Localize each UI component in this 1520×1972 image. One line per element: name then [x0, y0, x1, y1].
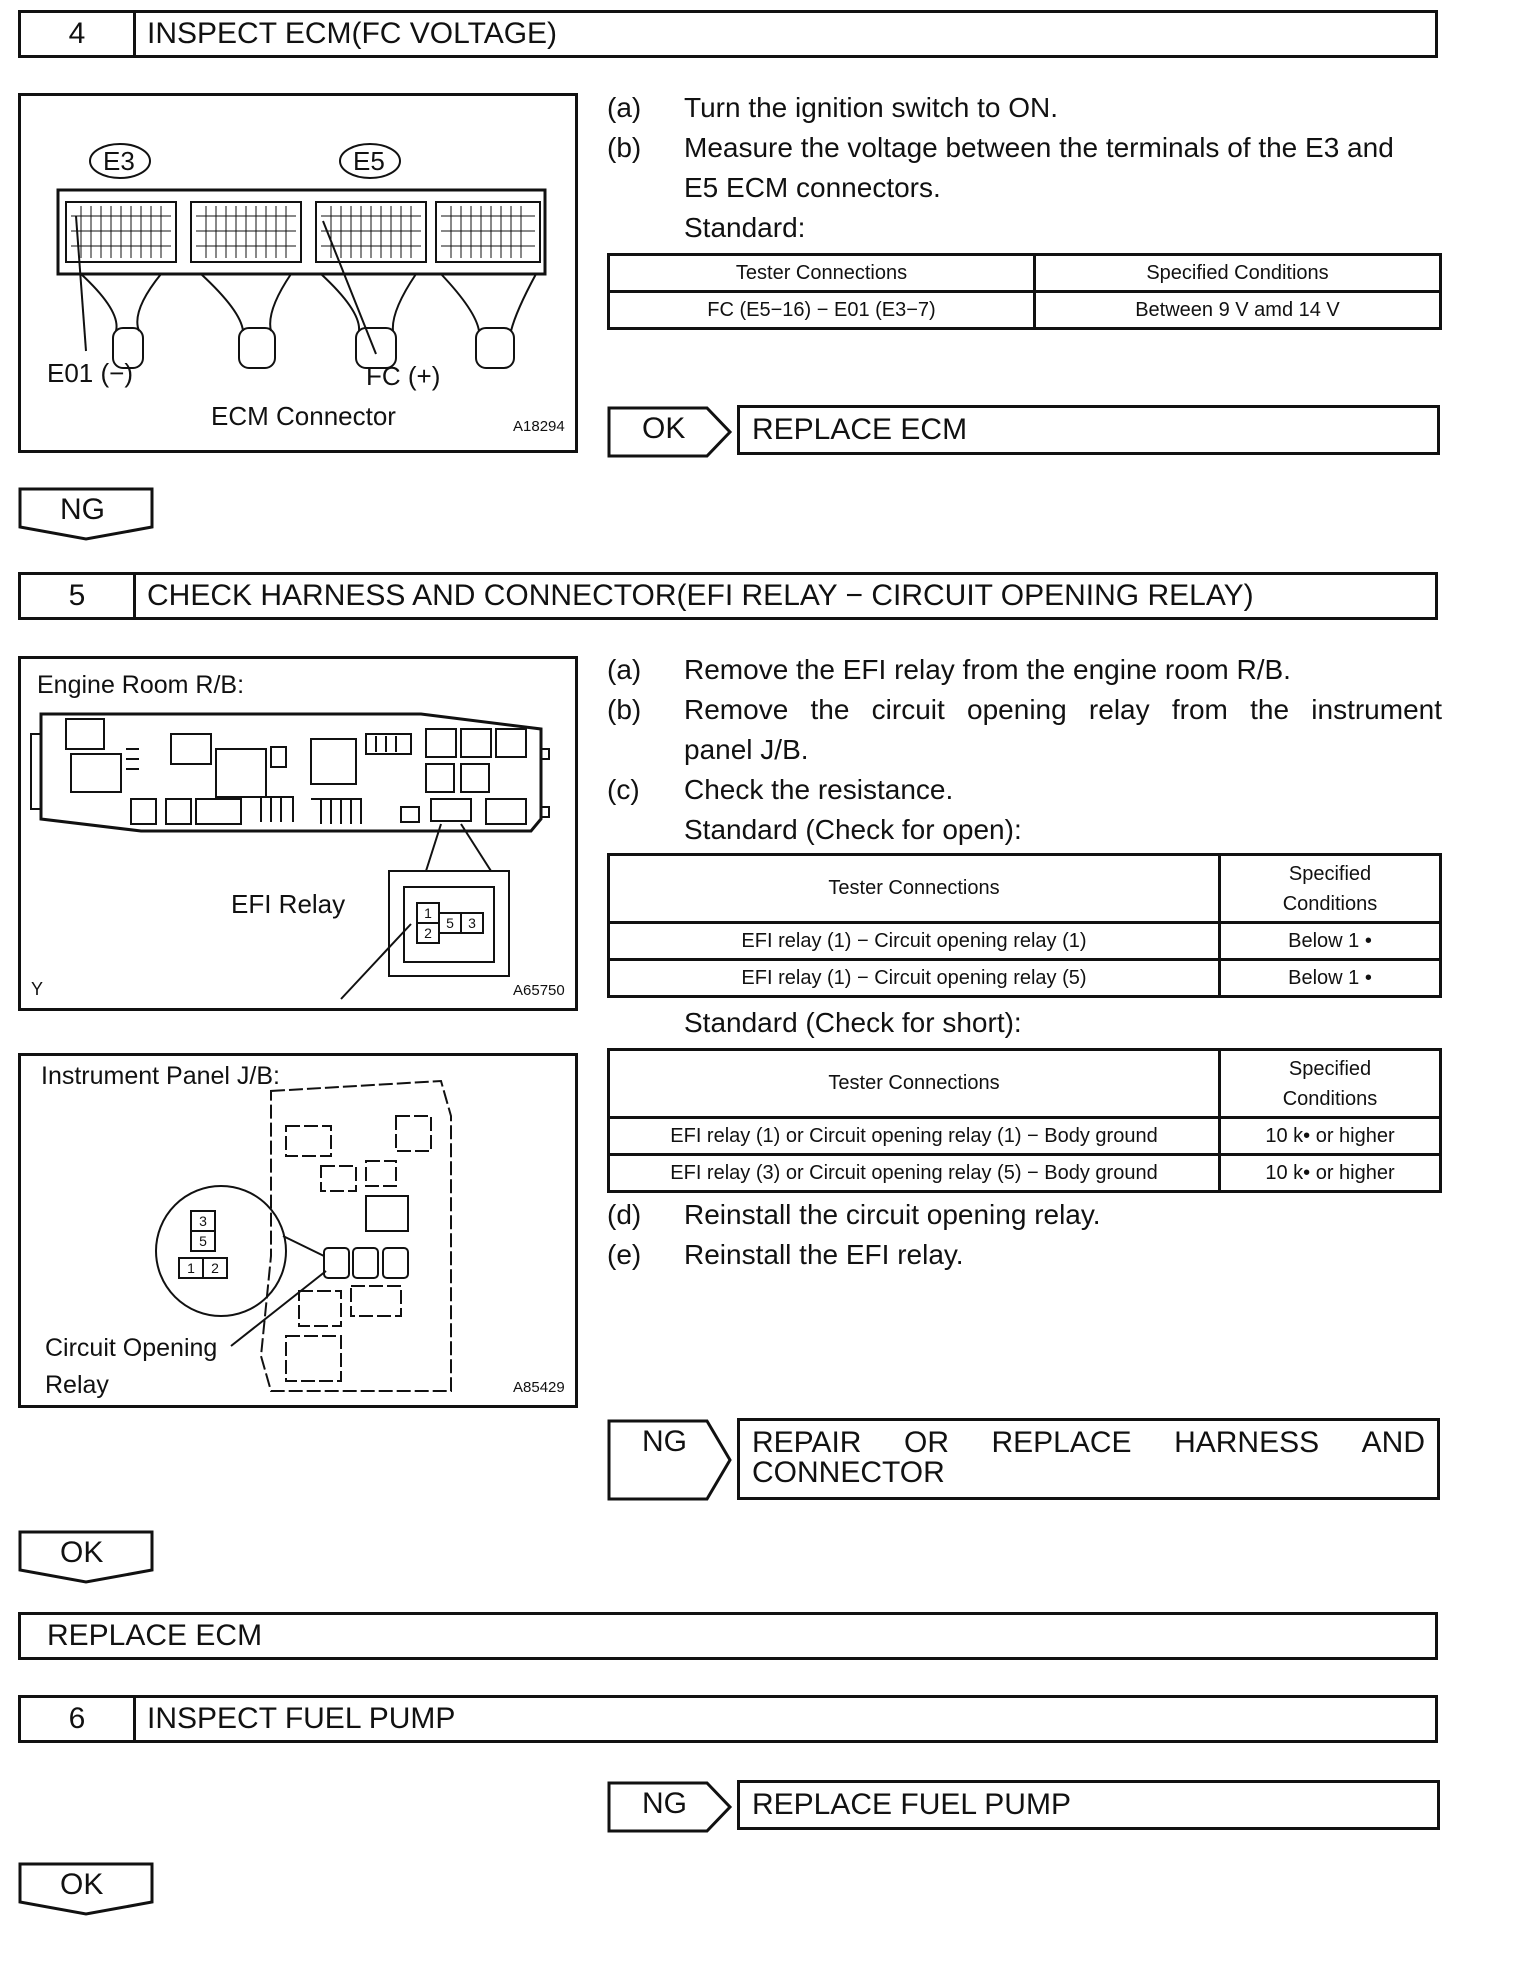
efi-relay-label: EFI Relay: [231, 889, 346, 919]
ok-label: OK: [642, 412, 686, 445]
figure-id: A18294: [513, 418, 565, 435]
instruction-item: (c) Check the resistance.: [607, 774, 954, 805]
table-header-row: Tester Connections Specified Conditions: [609, 855, 1441, 923]
standard-label: Standard:: [684, 212, 806, 243]
figure-title: Instrument Panel J/B:: [41, 1062, 281, 1090]
ok-result-box: REPLACE ECM: [737, 405, 1440, 455]
circuit-opening-relay-label-line1: Circuit Opening: [45, 1334, 218, 1362]
e5-label: E5: [353, 146, 385, 176]
step-5-header: [18, 572, 1438, 620]
step-title: INSPECT ECM(FC VOLTAGE): [147, 17, 558, 50]
pin-label: 3: [468, 915, 476, 931]
step-number: 4: [21, 13, 136, 55]
step-number: 5: [21, 575, 136, 617]
table-header-row: Tester Connections Specified Conditions: [609, 1050, 1441, 1118]
fc-label: FC (+): [366, 361, 441, 391]
instruction-item: (b) Measure the voltage between the terminals of the E3 and: [607, 132, 1394, 163]
instruction-item: (a) Turn the ignition switch to ON.: [607, 92, 1059, 123]
pin-label: 5: [446, 915, 454, 931]
ng-result-box: REPLACE FUEL PUMP: [737, 1780, 1440, 1830]
pin-label: 2: [424, 925, 432, 941]
short-check-table: [607, 1048, 1442, 1193]
step-4-instructions: [607, 88, 1442, 248]
ok-label: OK: [60, 1536, 104, 1569]
figure-caption: ECM Connector: [211, 401, 396, 431]
pin-label: 1: [424, 905, 432, 921]
engine-room-rb-drawing: [21, 659, 575, 1008]
instruction-item: (e) Reinstall the EFI relay.: [607, 1239, 964, 1270]
table-row: FC (E5−16) − E01 (E3−7) Between 9 V amd 14 V: [609, 292, 1441, 329]
instruction-item-continued: panel J/B.: [684, 734, 809, 765]
instruction-item-continued: E5 ECM connectors.: [684, 172, 941, 203]
step-5-instructions-after: [607, 1195, 1442, 1275]
ng-label: NG: [642, 1787, 687, 1820]
engine-room-rb-figure: [18, 656, 578, 1011]
standard-short-label: Standard (Check for short):: [684, 1007, 1022, 1038]
pin-label: 2: [211, 1260, 219, 1276]
step-title: CHECK HARNESS AND CONNECTOR(EFI RELAY − CIRCUIT OPENING RELAY): [147, 579, 1254, 612]
pin-label: 3: [199, 1213, 207, 1229]
step-4-spec-table: [607, 253, 1442, 330]
step-title: INSPECT FUEL PUMP: [147, 1702, 456, 1735]
table-row: EFI relay (3) or Circuit opening relay (5) − Body ground 10 k• or higher: [609, 1155, 1441, 1192]
replace-ecm-bar: REPLACE ECM: [18, 1612, 1438, 1660]
figure-title: Engine Room R/B:: [37, 671, 245, 699]
pin-label: 1: [187, 1260, 195, 1276]
ok-label: OK: [60, 1868, 104, 1901]
ng-result-line2: CONNECTOR: [752, 1456, 945, 1489]
figure-id: A65750: [513, 982, 565, 999]
instruction-item: (a) Remove the EFI relay from the engine room R/B.: [607, 654, 1291, 685]
instrument-panel-jb-figure: [18, 1053, 578, 1408]
ng-result-box: [737, 1418, 1440, 1500]
table-row: EFI relay (1) − Circuit opening relay (1) Below 1 •: [609, 923, 1441, 960]
ng-label: NG: [642, 1425, 687, 1458]
ng-label: NG: [60, 493, 105, 526]
table-row: EFI relay (1) or Circuit opening relay (1) − Body ground 10 k• or higher: [609, 1118, 1441, 1155]
instruction-item: (b) Remove the circuit opening relay from the instrument: [607, 694, 1442, 725]
instruction-item: (d) Reinstall the circuit opening relay.: [607, 1199, 1101, 1230]
ecm-connector-figure: [18, 93, 578, 453]
circuit-opening-relay-label-line2: Relay: [45, 1371, 109, 1399]
step-6-header: [18, 1695, 1438, 1743]
figure-corner-mark: Y: [31, 979, 44, 999]
step-number: 6: [21, 1698, 136, 1740]
e01-label: E01 (−): [47, 358, 133, 388]
e3-label: E3: [103, 146, 135, 176]
step-5-instructions: [607, 650, 1442, 850]
step-4-header: [18, 10, 1438, 58]
table-row: EFI relay (1) − Circuit opening relay (5) Below 1 •: [609, 960, 1441, 997]
standard-open-label: Standard (Check for open):: [684, 814, 1022, 845]
table-header-row: Tester Connections Specified Conditions: [609, 255, 1441, 292]
figure-id: A85429: [513, 1379, 565, 1396]
open-check-table: [607, 853, 1442, 998]
pin-label: 5: [199, 1233, 207, 1249]
ng-result-line1: REPAIR OR REPLACE HARNESS AND: [752, 1426, 1425, 1459]
